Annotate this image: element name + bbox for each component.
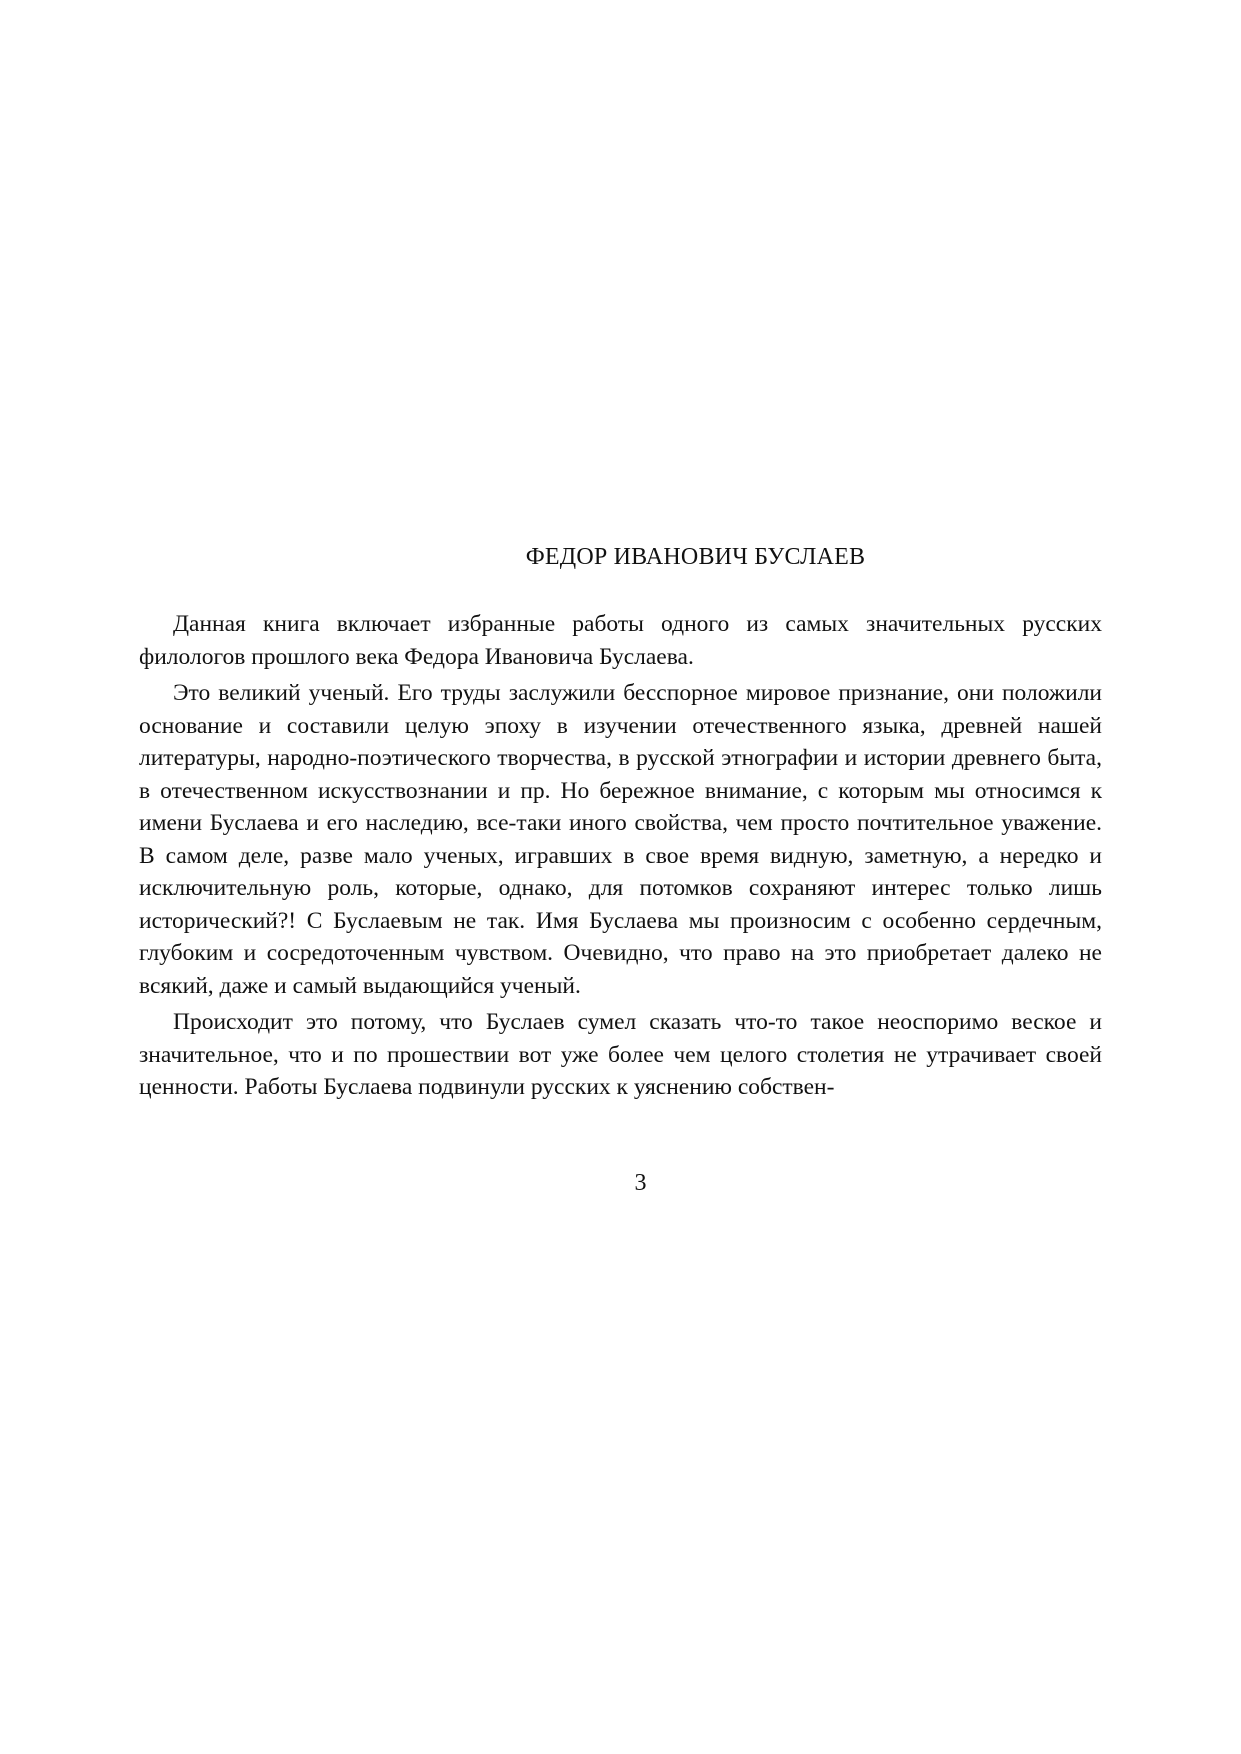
paragraph-1: Данная книга включает избранные работы одного из самых значительных русских филологов прошлого века Федора Ивановича Буслаева.: [139, 611, 1102, 670]
page-number: 3: [634, 1170, 647, 1196]
paragraph-3: Происходит это потому, что Буслаев сумел сказать что-то такое неоспоримо веское и значительное, что и по прошествии вот уже более чем целого столетия не утрачивает своей ценности. Работы Буслаева подвинули русских к уяснению собствен-: [139, 1009, 1102, 1100]
paragraph-2: Это великий ученый. Его труды заслужили бесспорное мировое признание, они положили основание и составили целую эпоху в изучении отечественного языка, древней нашей литературы, народно-поэтического творчества, в русской этнографии и истории древнего быта, в отечественном искусствознании и пр. Но бережное внимание, с которым мы относимся к имени Буслаева и его наследию, все-таки иного свойства, чем просто почтительное уважение. В самом деле, разве мало ученых, игравших в свое время видную, заметную, а нередко и исключительную роль, которые, однако, для потомков сохраняют интерес только лишь исторический?! С Буслаевым не так. Имя Буслаева мы произносим с особенно сердечным, глубоким и сосредоточенным чувством. Очевидно, что право на это приобретает далеко не всякий, даже и самый выдающийся ученый.: [139, 680, 1102, 999]
page-title: ФЕДОР ИВАНОВИЧ БУСЛАЕВ: [525, 544, 866, 570]
body-text: [139, 608, 1102, 1108]
